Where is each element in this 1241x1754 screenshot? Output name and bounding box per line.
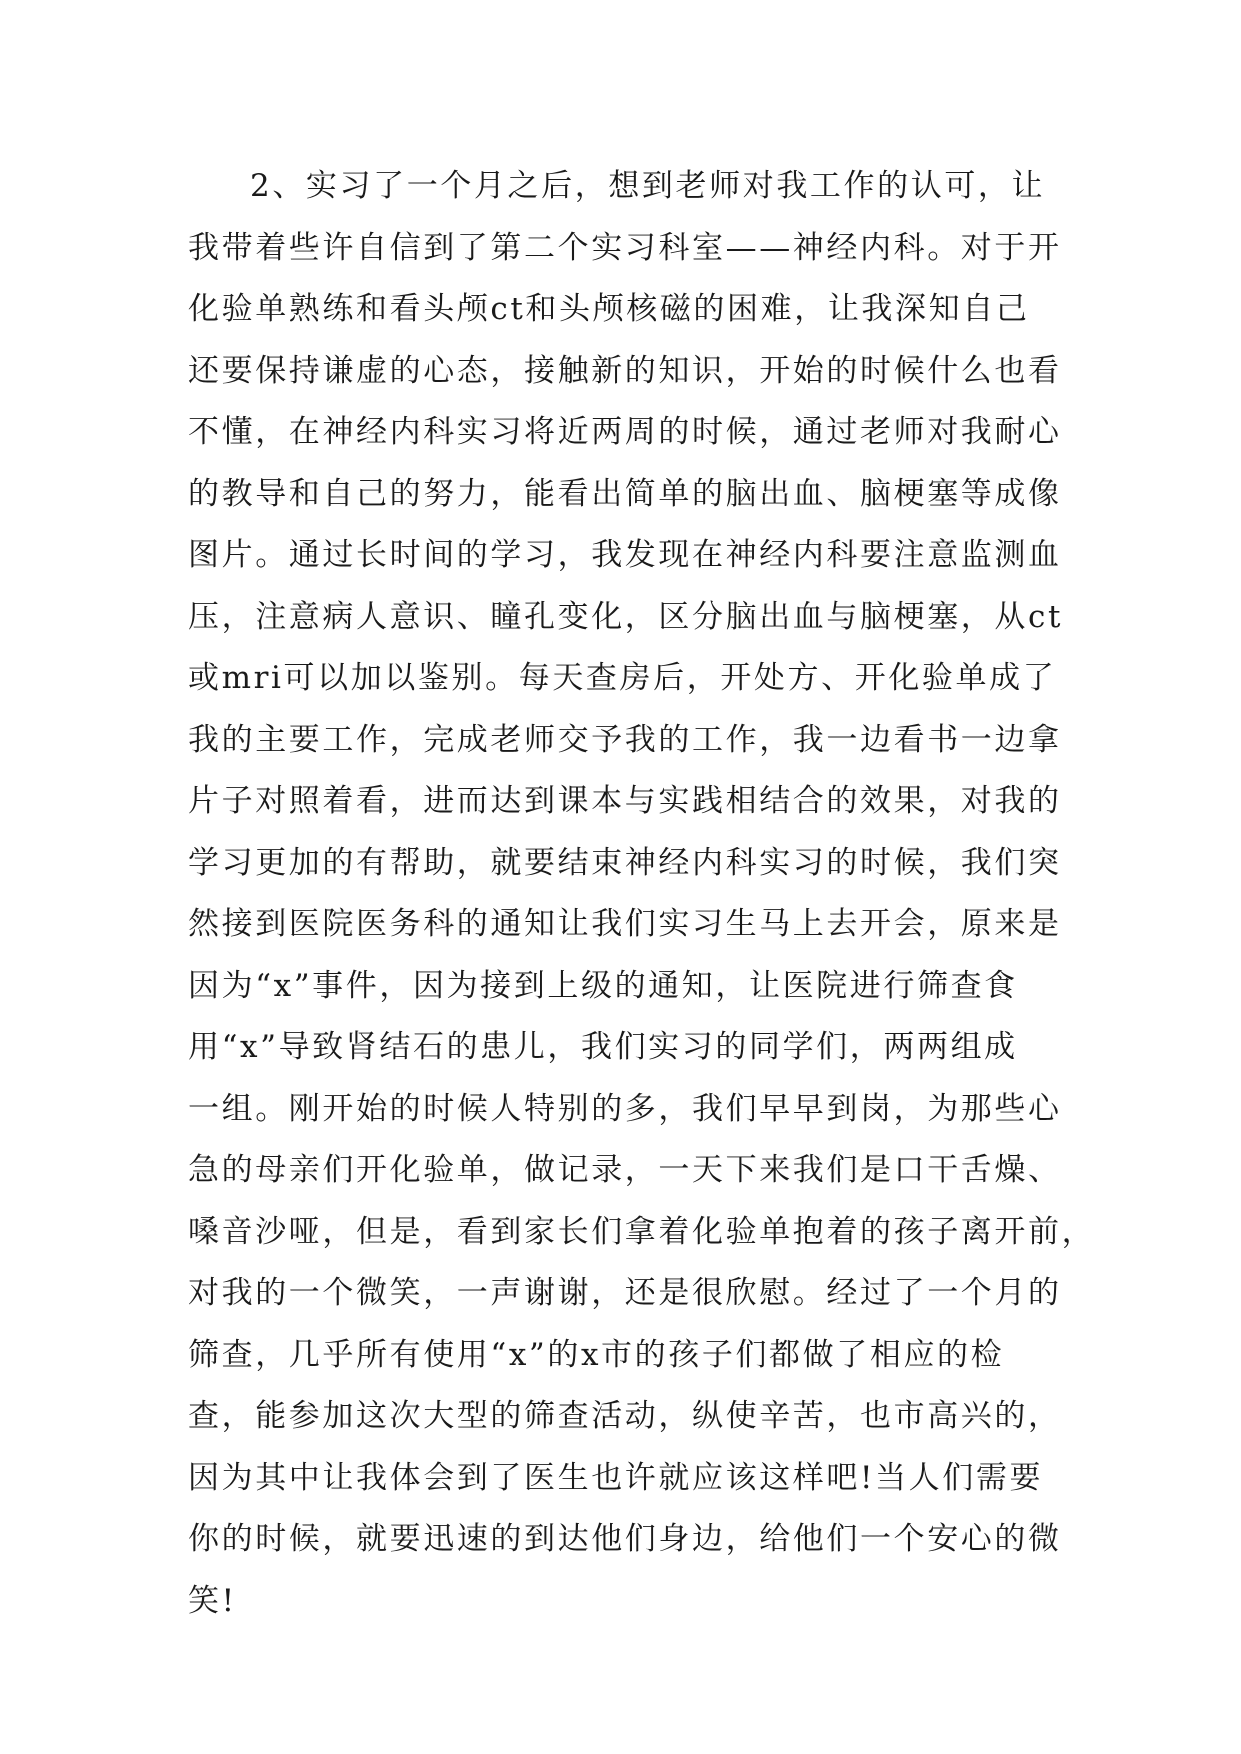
paragraph-line: 我的主要工作，完成老师交予我的工作，我一边看书一边拿	[188, 721, 1062, 758]
paragraph-line: 嗓音沙哑，但是，看到家长们拿着化验单抱着的孩子离开前，	[188, 1213, 1096, 1250]
paragraph-line: 学习更加的有帮助，就要结束神经内科实习的时候，我们突	[188, 844, 1062, 881]
body-paragraph	[188, 156, 1096, 1632]
paragraph-line: 我带着些许自信到了第二个实习科室——神经内科。对于开	[188, 229, 1062, 266]
paragraph-line: 或mri可以加以鉴别。每天查房后，开处方、开化验单成了	[188, 660, 1057, 696]
paragraph-line: 用“x”导致肾结石的患儿，我们实习的同学们，两两组成	[188, 1029, 1018, 1065]
paragraph-line: 笑!	[188, 1582, 237, 1619]
paragraph-line: 查，能参加这次大型的筛查活动，纵使辛苦，也市高兴的，	[188, 1398, 1062, 1434]
paragraph-line: 的教导和自己的努力，能看出简单的脑出血、脑梗塞等成像	[188, 475, 1062, 512]
paragraph-line: 压，注意病人意识、瞳孔变化，区分脑出血与脑梗塞，从ct	[188, 598, 1064, 635]
paragraph-line: 筛查，几乎所有使用“x”的x市的孩子们都做了相应的检	[188, 1336, 1005, 1373]
paragraph-line: 一组。刚开始的时候人特别的多，我们早早到岗，为那些心	[188, 1090, 1062, 1127]
paragraph-line: 你的时候，就要迅速的到达他们身边，给他们一个安心的微	[188, 1521, 1062, 1557]
paragraph-line: 对我的一个微笑，一声谢谢，还是很欣慰。经过了一个月的	[188, 1275, 1062, 1311]
paragraph-line: 然接到医院医务科的通知让我们实习生马上去开会，原来是	[188, 906, 1062, 942]
paragraph-line: 还要保持谦虚的心态，接触新的知识，开始的时候什么也看	[188, 352, 1062, 389]
paragraph-line: 急的母亲们开化验单，做记录，一天下来我们是口干舌燥、	[188, 1152, 1062, 1188]
paragraph-line: 图片。通过长时间的学习，我发现在神经内科要注意监测血	[188, 537, 1062, 573]
paragraph-line: 因为“x”事件，因为接到上级的通知，让医院进行筛查食	[188, 967, 1018, 1004]
paragraph-line: 因为其中让我体会到了医生也许就应该这样吧!当人们需要	[188, 1459, 1044, 1496]
paragraph-line: 2、实习了一个月之后，想到老师对我工作的认可，让	[250, 168, 1046, 204]
paragraph-line: 不懂，在神经内科实习将近两周的时候，通过老师对我耐心	[188, 414, 1062, 450]
paragraph-line: 化验单熟练和看头颅ct和头颅核磁的困难，让我深知自己	[188, 291, 1030, 327]
paragraph-line: 片子对照着看，进而达到课本与实践相结合的效果，对我的	[188, 783, 1062, 819]
